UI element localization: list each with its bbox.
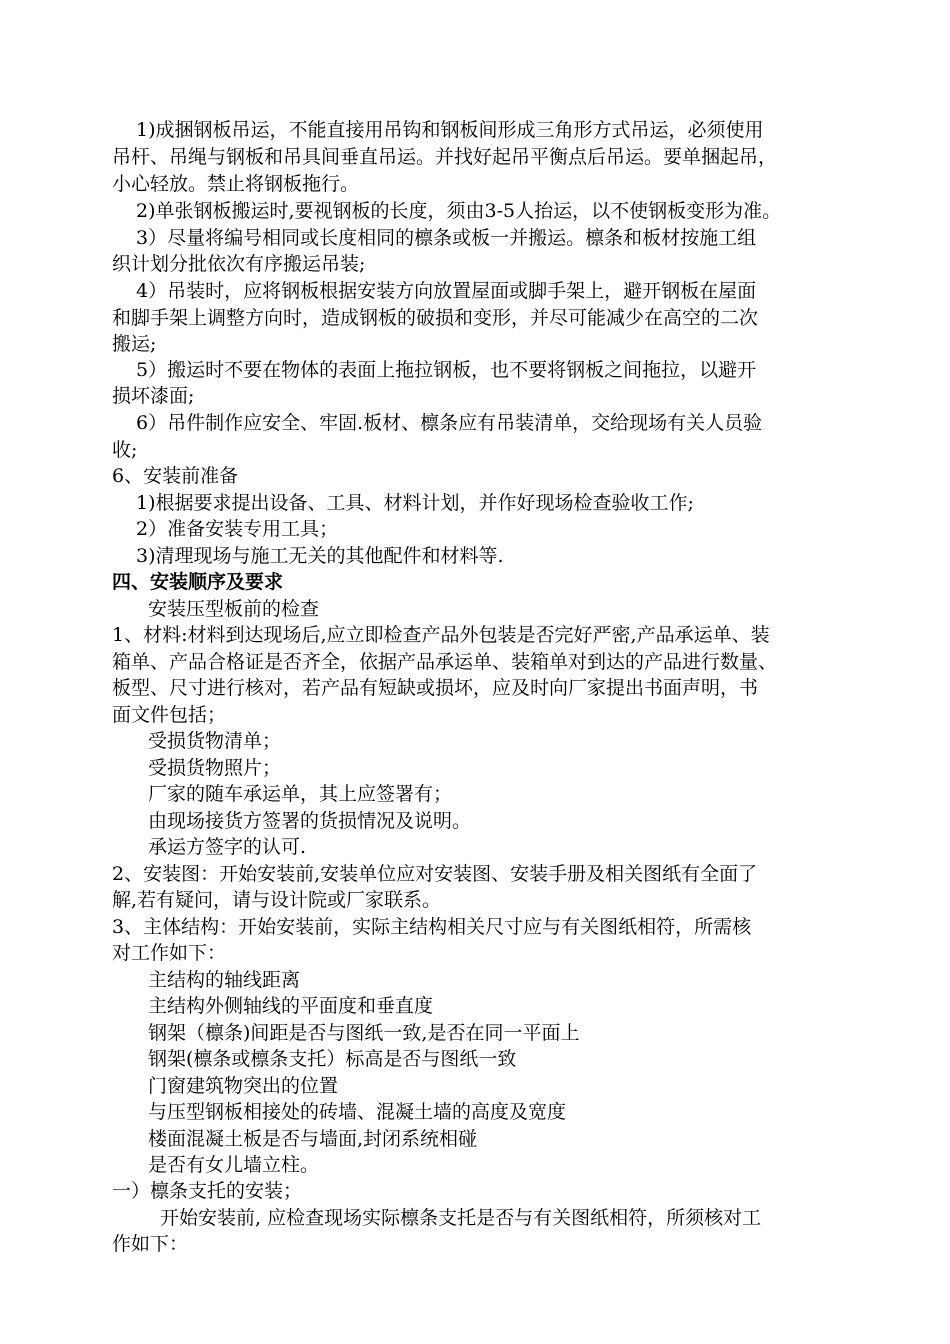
list-item: 钢架（檩条)间距是否与图纸一致,是否在同一平面上: [148, 1022, 580, 1044]
paragraph-line: 面文件包括；: [112, 704, 227, 726]
list-item: 是否有女儿墙立柱。: [148, 1154, 320, 1176]
paragraph-line: 1)成捆钢板吊运，不能直接用吊钩和钢板间形成三角形方式吊运，必须使用: [136, 119, 764, 141]
list-item: 钢架(檩条或檩条支托）标高是否与图纸一致: [148, 1048, 517, 1070]
paragraph-line: 1、材料:材料到达现场后,应立即检查产品外包装是否完好严密,产品承运单、装: [112, 624, 770, 646]
paragraph-line: 吊杆、吊绳与钢板和吊具间垂直吊运。并找好起吊平衡点后吊运。要单捆起吊，: [112, 146, 778, 168]
paragraph-line: 2）准备安装专用工具；: [136, 518, 339, 540]
paragraph-line: 3)清理现场与施工无关的其他配件和材料等.: [136, 545, 504, 567]
list-item: 楼面混凝土板是否与墙面,封闭系统相碰: [148, 1128, 478, 1150]
paragraph-line: 板型、尺寸进行核对，若产品有短缺或损坏，应及时向厂家提出书面声明，书: [112, 677, 759, 699]
section-heading: 一）檩条支托的安装；: [112, 1180, 303, 1202]
paragraph-line: 5）搬运时不要在物体的表面上拖拉钢板，也不要将钢板之间拖拉，以避开: [136, 359, 757, 381]
paragraph-line: 6）吊件制作应安全、牢固.板材、檩条应有吊装清单，交给现场有关人员验: [136, 412, 763, 434]
paragraph-line: 织计划分批依次有序搬运吊装;: [112, 253, 366, 275]
paragraph-line: 箱单、产品合格证是否齐全，依据产品承运单、装箱单对到达的产品进行数量、: [112, 651, 778, 673]
list-item: 由现场接货方签署的货损情况及说明。: [148, 810, 472, 832]
paragraph-line: 搬运;: [112, 333, 157, 355]
paragraph-line: 开始安装前, 应检查现场实际檩条支托是否与有关图纸相符，所须核对工: [160, 1207, 762, 1229]
paragraph-line: 作如下：: [112, 1233, 189, 1255]
list-item: 承运方签字的认可.: [148, 836, 307, 858]
paragraph-line: 解,若有疑问，请与设计院或厂家联系。: [112, 889, 442, 911]
paragraph-line: 2、安装图：开始安装前,安装单位应对安装图、安装手册及相关图纸有全面了: [112, 863, 758, 885]
section-heading: 6、安装前准备: [112, 465, 239, 487]
subheading: 安装压型板前的检查: [148, 598, 320, 620]
paragraph-line: 对工作如下：: [112, 942, 227, 964]
paragraph-line: 3、主体结构：开始安装前，实际主结构相关尺寸应与有关图纸相符，所需核: [112, 916, 752, 938]
list-item: 受损货物照片；: [148, 757, 282, 779]
list-item: 主结构的轴线距离: [148, 969, 301, 991]
paragraph-line: 1)根据要求提出设备、工具、材料计划，并作好现场检查验收工作;: [136, 492, 694, 514]
paragraph-line: 2)单张钢板搬运时,要视钢板的长度，须由3-5人抬运，以不使钢板变形为准。: [136, 200, 782, 222]
paragraph-line: 收;: [112, 439, 138, 461]
paragraph-line: 4）吊装时，应将钢板根据安装方向放置屋面或脚手架上，避开钢板在屋面: [136, 280, 757, 302]
paragraph-line: 损坏漆面;: [112, 385, 195, 407]
paragraph-line: 小心轻放。禁止将钢板拖行。: [112, 173, 360, 195]
list-item: 门窗建筑物突出的位置: [148, 1075, 339, 1097]
chapter-heading: 四、安装顺序及要求: [112, 571, 284, 593]
list-item: 受损货物清单；: [148, 730, 282, 752]
list-item: 主结构外侧轴线的平面度和垂直度: [148, 995, 434, 1017]
paragraph-line: 和脚手架上调整方向时，造成钢板的破损和变形，并尽可能减少在高空的二次: [112, 307, 759, 329]
paragraph-line: 3）尽量将编号相同或长度相同的檩条或板一并搬运。檩条和板材按施工组: [136, 227, 757, 249]
list-item: 与压型钢板相接处的砖墙、混凝土墙的高度及宽度: [148, 1101, 567, 1123]
list-item: 厂家的随车承运单，其上应签署有；: [148, 783, 453, 805]
